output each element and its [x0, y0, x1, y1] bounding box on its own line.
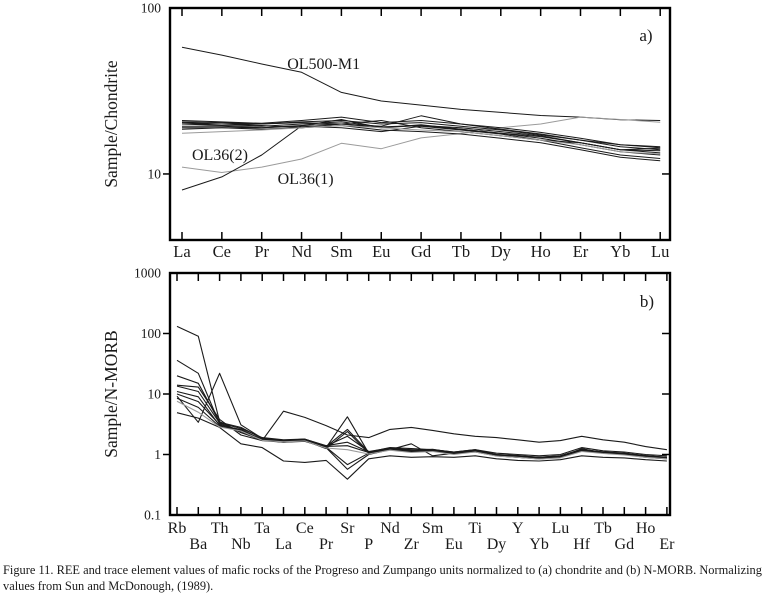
- x-tick-label: La: [173, 242, 191, 261]
- series-unlabeled-5: [182, 126, 660, 158]
- x-tick-label: Hf: [573, 536, 591, 553]
- x-tick-label: Ho: [530, 242, 551, 261]
- caption-line-2: values from Sun and McDonough, (1989).: [3, 579, 214, 593]
- x-tick-label: Ba: [189, 536, 208, 553]
- x-tick-label: Dy: [486, 536, 507, 553]
- panel-letter: a): [639, 26, 653, 45]
- x-tick-label: Lu: [651, 242, 670, 261]
- x-tick-label: Sm: [421, 520, 444, 537]
- series-unlabeled-2: [177, 360, 667, 459]
- figure-caption: [3, 562, 781, 594]
- x-tick-label: Lu: [551, 520, 570, 537]
- x-tick-label: Ho: [635, 520, 656, 537]
- x-tick-label: Ti: [468, 520, 483, 537]
- series-annotation: OL36(2): [191, 147, 248, 165]
- x-tick-label: Sm: [330, 242, 353, 261]
- x-tick-label: Er: [572, 242, 589, 261]
- y-tick-label: 10: [147, 386, 161, 402]
- x-tick-label: Pr: [254, 242, 270, 261]
- x-tick-label: P: [364, 536, 374, 553]
- series-unlabeled-7: [177, 394, 667, 469]
- y-tick-label: 1000: [134, 265, 161, 281]
- series-unlabeled-2: [182, 122, 660, 155]
- panel-b-frame: [170, 273, 670, 515]
- x-tick-label: Sr: [340, 520, 355, 537]
- series-OL500-M1: [182, 47, 660, 120]
- panel-letter: b): [639, 292, 655, 311]
- x-tick-label: Ce: [212, 242, 232, 261]
- y-axis-title: Sample/N-MORB: [101, 330, 121, 458]
- x-tick-label: Ta: [254, 520, 271, 537]
- y-axis-title: Sample/Chondrite: [101, 60, 121, 188]
- x-tick-label: Tb: [594, 520, 612, 537]
- y-tick-label: 100: [140, 0, 161, 16]
- x-tick-label: Tb: [451, 242, 471, 261]
- y-tick-label: 0.1: [144, 507, 161, 523]
- x-tick-label: Nb: [231, 536, 251, 553]
- x-tick-label: La: [275, 536, 292, 553]
- series-unlabeled-4: [182, 117, 660, 148]
- x-tick-label: Rb: [167, 520, 187, 537]
- y-tick-label: 10: [147, 166, 161, 182]
- x-tick-label: Yb: [610, 242, 631, 261]
- x-tick-label: Nd: [291, 242, 312, 261]
- x-tick-label: Gd: [411, 242, 432, 261]
- caption-line-1: Figure 11. REE and trace element values of mafic rocks of the Progreso and Zumpango units normalized to (a) chondrite and (b) N-MORB. Normalizing: [3, 563, 762, 577]
- series-unlabeled-5: [177, 413, 667, 480]
- y-tick-label: 100: [140, 326, 161, 341]
- series-annotation: OL500-M1: [287, 55, 361, 73]
- y-tick-label: 1: [154, 447, 161, 462]
- series-unlabeled-4: [177, 385, 667, 450]
- x-tick-label: Th: [210, 520, 229, 537]
- x-tick-label: Dy: [490, 242, 511, 261]
- x-tick-label: Er: [659, 536, 675, 553]
- x-tick-label: Gd: [614, 536, 635, 553]
- x-tick-label: Eu: [445, 536, 463, 553]
- x-tick-label: Zr: [403, 536, 419, 553]
- x-tick-label: Yb: [529, 536, 549, 553]
- x-tick-label: Nd: [380, 520, 400, 537]
- series-annotation: OL36(1): [277, 170, 334, 188]
- x-tick-label: Eu: [372, 242, 391, 261]
- series-unlabeled-3: [177, 373, 667, 456]
- series-unlabeled-9: [177, 386, 667, 457]
- x-tick-label: Pr: [318, 536, 334, 553]
- x-tick-label: Ce: [295, 520, 314, 537]
- x-tick-label: Y: [512, 520, 524, 537]
